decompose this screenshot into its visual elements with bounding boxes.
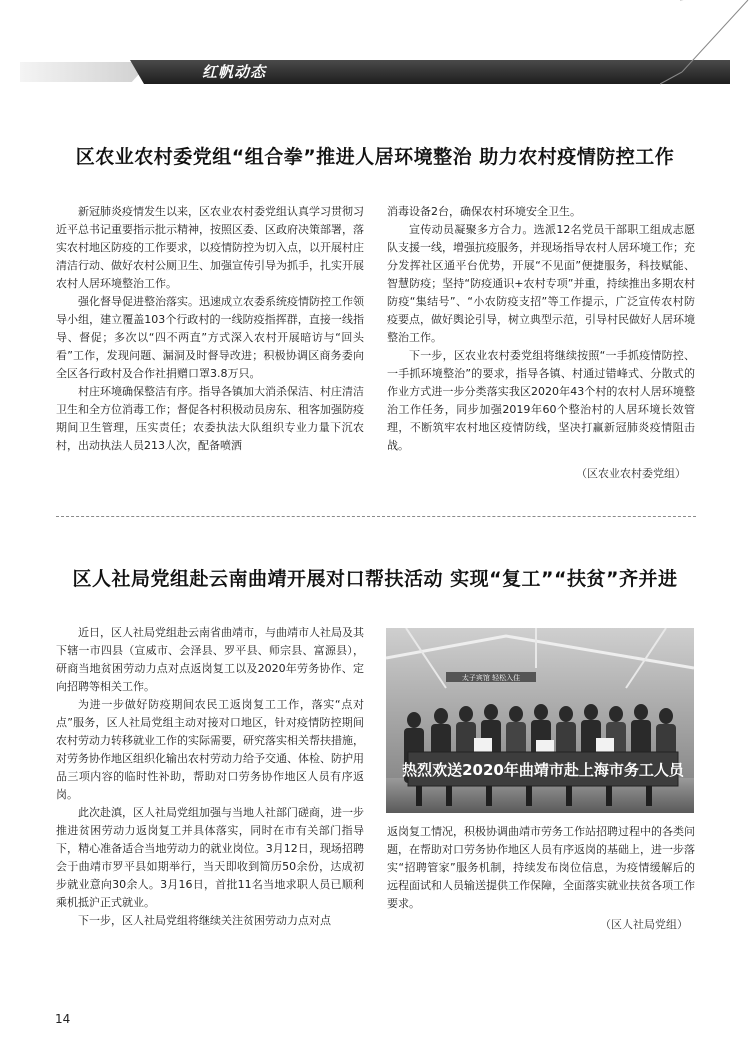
group-photo-illustration bbox=[386, 628, 694, 813]
article1-right-column bbox=[387, 203, 695, 455]
article1-left-column bbox=[56, 203, 364, 455]
article1-paragraph: 村庄环境确保整洁有序。指导各镇加大消杀保洁、村庄清洁卫生和全方位消毒工作；督促各村积极动员房东、租客加强防疫期间卫生管理，压实责任；农委执法大队组织专业力量下沉农村，出动执法人员213人次，配备喷洒 bbox=[56, 385, 364, 452]
article2-right-column bbox=[387, 823, 695, 913]
article1-title: 区农业农村委党组“组合拳”推进人居环境整治 助力农村疫情防控工作 bbox=[75, 146, 675, 168]
article1-paragraph: 强化督导促进整治落实。迅速成立农委系统疫情防控工作领导小组，建立覆盖103个行政村的一线防疫指挥群，直接一线指导、督促；多次以“四不两直”方式深入农村开展暗访与“回头看”工作，发现问题、漏洞及时督导改进；积极协调区商务委向全区各行政村及合作社捐赠口罩3.8万只。 bbox=[56, 295, 364, 380]
header-band-light bbox=[20, 62, 150, 82]
section-title: 红帆动态 bbox=[202, 63, 267, 81]
article2-paragraph: 下一步，区人社局党组将继续关注贫困劳动力点对点 bbox=[78, 914, 331, 927]
article2-left-column bbox=[56, 624, 364, 930]
article2-title: 区人社局党组赴云南曲靖开展对口帮扶活动 实现“复工”“扶贫”齐并进 bbox=[72, 568, 678, 590]
page-number: 14 bbox=[55, 1012, 71, 1026]
article1-paragraph: 下一步，区农业农村委党组将继续按照“一手抓疫情防控、一手抓环境整治”的要求，指导各镇、村通过错峰式、分散式的作业方式进一步分类落实我区2020年43个村的农村人居环境整治工作任务，同步加强2019年60个整治村的人居环境长效管理，不断筑牢农村地区疫情防线，坚决打赢新冠肺炎疫情阻击战。 bbox=[387, 349, 695, 452]
article1-signature: （区农业农村委党组） bbox=[576, 467, 686, 480]
article1-paragraph: 宣传动员凝聚多方合力。选派12名党员干部职工组成志愿队支援一线，增强抗疫服务，并现场指导农村人居环境工作；充分发挥社区通平台优势，开展“不见面”便捷服务，科技赋能、智慧防疫；坚持“防疫通识+农村专项”并重，持续推出多期农村防疫“集结号”、“小农防疫支招”等工作提示，广泛宣传农村防疫要点，做好舆论引导，树立典型示范，引导村民做好人居环境整治工作。 bbox=[387, 223, 695, 344]
article2-paragraph: 此次赴滇，区人社局党组加强与当地人社部门磋商，进一步推进贫困劳动力返岗复工并具体落实，同时在市有关部门指导下，精心准备适合当地劳动力的就业岗位。3月12日，现场招聘会于曲靖市罗平县如期举行，当天即收到简历50余份，达成初步就业意向30余人。3月16日，首批11名当地求职人员已顺利乘机抵沪正式就业。 bbox=[56, 806, 364, 909]
photo-banner-text: 热烈欢送2020年曲靖市赴上海市务工人员 bbox=[402, 761, 684, 779]
group-photo bbox=[386, 628, 694, 813]
section-header-band bbox=[20, 60, 730, 84]
photo-sign-text: 太子宾馆 轻松入住 bbox=[461, 674, 521, 682]
article1-paragraph: 新冠肺炎疫情发生以来，区农业农村委党组认真学习贯彻习近平总书记重要指示批示精神，按照区委、区政府决策部署，落实农村地区防疫的工作要求，以疫情防控为切入点，以开展村庄清洁行动、做好农村公厕卫生、加强宣传引导为抓手，扎实开展农村人居环境整治工作。 bbox=[56, 205, 364, 290]
article2-continuation: 返岗复工情况，积极协调曲靖市劳务工作站招聘过程中的各类问题，在帮助对口劳务协作地区人员有序返岗的基础上，进一步落实“招聘管家”服务机制，持续发布岗位信息，为疫情缓解后的远程面试和人员输送提供工作保障，全面落实就业扶贫各项工作要求。 bbox=[387, 825, 695, 910]
corner-decoration bbox=[660, 0, 750, 90]
article2-signature: （区人社局党组） bbox=[600, 918, 688, 931]
article-divider bbox=[56, 516, 696, 517]
article1-continuation: 消毒设备2台，确保农村环境安全卫生。 bbox=[387, 205, 581, 218]
article2-paragraph: 近日，区人社局党组赴云南省曲靖市，与曲靖市人社局及其下辖一市四县（宣威市、会泽县、罗平县、师宗县、富源县），研商当地贫困劳动力点对点返岗复工以及2020年劳务协作、定向招聘等相关工作。 bbox=[56, 626, 364, 693]
article2-paragraph: 为进一步做好防疫期间农民工返岗复工工作，落实“点对点”服务，区人社局党组主动对接对口地区，针对疫情防控期间农村劳动力转移就业工作的实际需要，研究落实相关帮扶措施，对劳务协作地区组织化输出农村劳动力给予交通、体检、防护用品三项内容的临时性补助，帮助对口劳务协作地区人员有序返岗。 bbox=[56, 698, 364, 801]
